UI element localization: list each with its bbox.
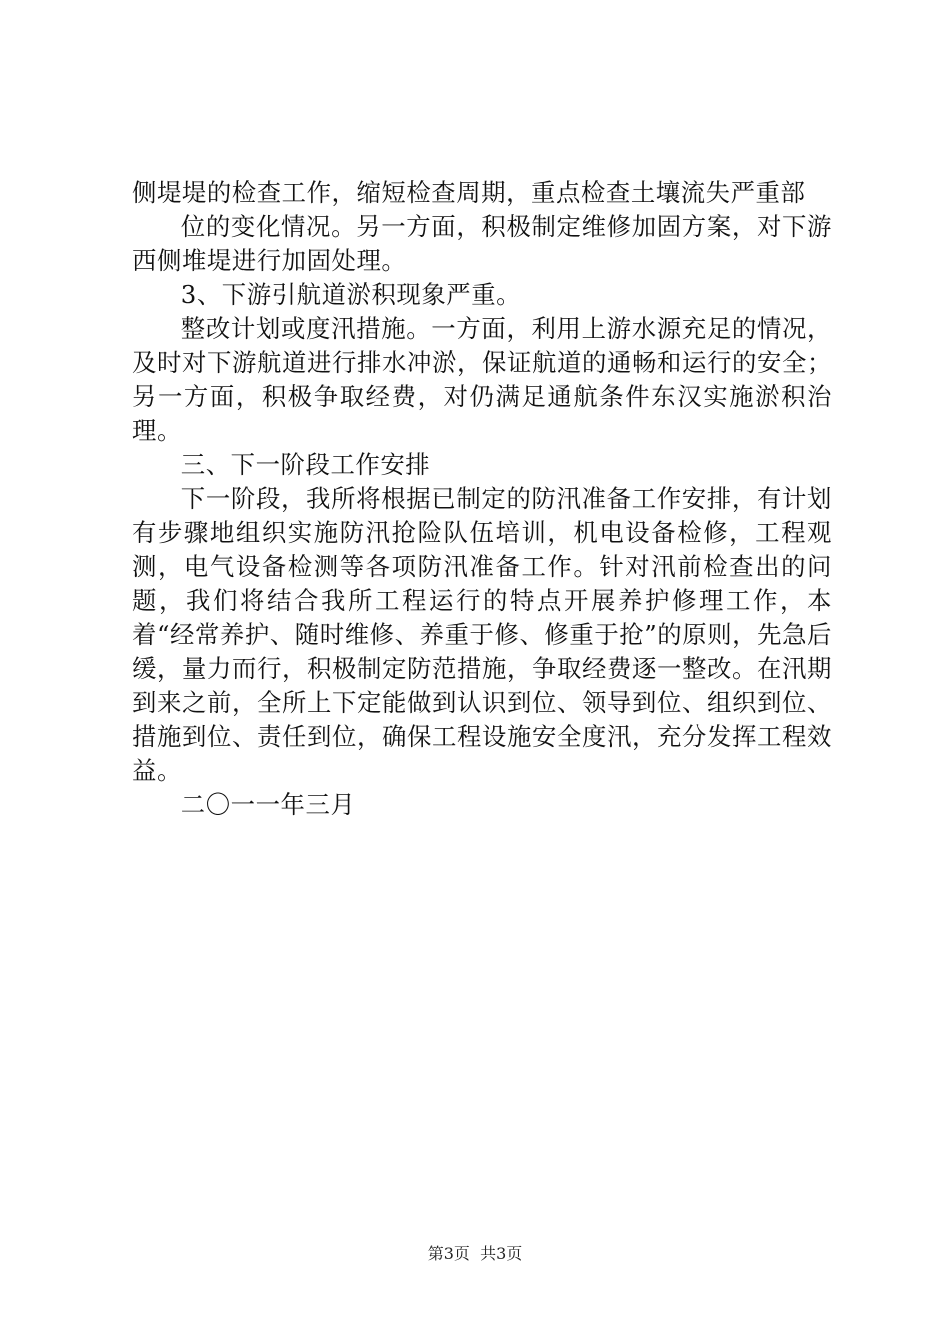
paragraph-item-3: 3、下游引航道淤积现象严重。 <box>180 280 522 309</box>
paragraph-continuation: 侧堤堤的检查工作，缩短检查周期，重点检查土壤流失严重部 <box>132 178 806 207</box>
section-heading-next-stage: 三、下一阶段工作安排 <box>180 450 431 479</box>
document-body <box>132 176 832 822</box>
page-footer <box>0 1244 950 1264</box>
paragraph-rectification: 整改计划或度汛措施。一方面，利用上游水源充足的情况，及时对下游航道进行排水冲淤，保证航道的通畅和运行的安全；另一方面，积极争取经费，对仍满足通航条件东汉实施淤积治理。 <box>132 314 832 445</box>
paragraph-variation: 位的变化情况。另一方面，积极制定维修加固方案，对下游西侧堆堤进行加固处理。 <box>132 212 832 275</box>
paragraph-next-stage: 下一阶段，我所将根据已制定的防汛准备工作安排，有计划有步骤地组织实施防汛抢险队伍培训，机电设备检修，工程观测，电气设备检测等各项防汛准备工作。针对汛前检查出的问题，我们将结合我所工程运行的特点开展养护修理工作，本着“经常养护、随时维修、养重于修、修重于抢”的原则，先急后缓，量力而行，积极制定防范措施，争取经费逐一整改。在汛期到来之前，全所上下定能做到认识到位、领导到位、组织到位、措施到位、责任到位，确保工程设施安全度汛，充分发挥工程效益。 <box>132 484 832 785</box>
page-number-label: 第3页 共3页 <box>427 1244 523 1263</box>
document-date: 二〇一一年三月 <box>180 790 356 819</box>
